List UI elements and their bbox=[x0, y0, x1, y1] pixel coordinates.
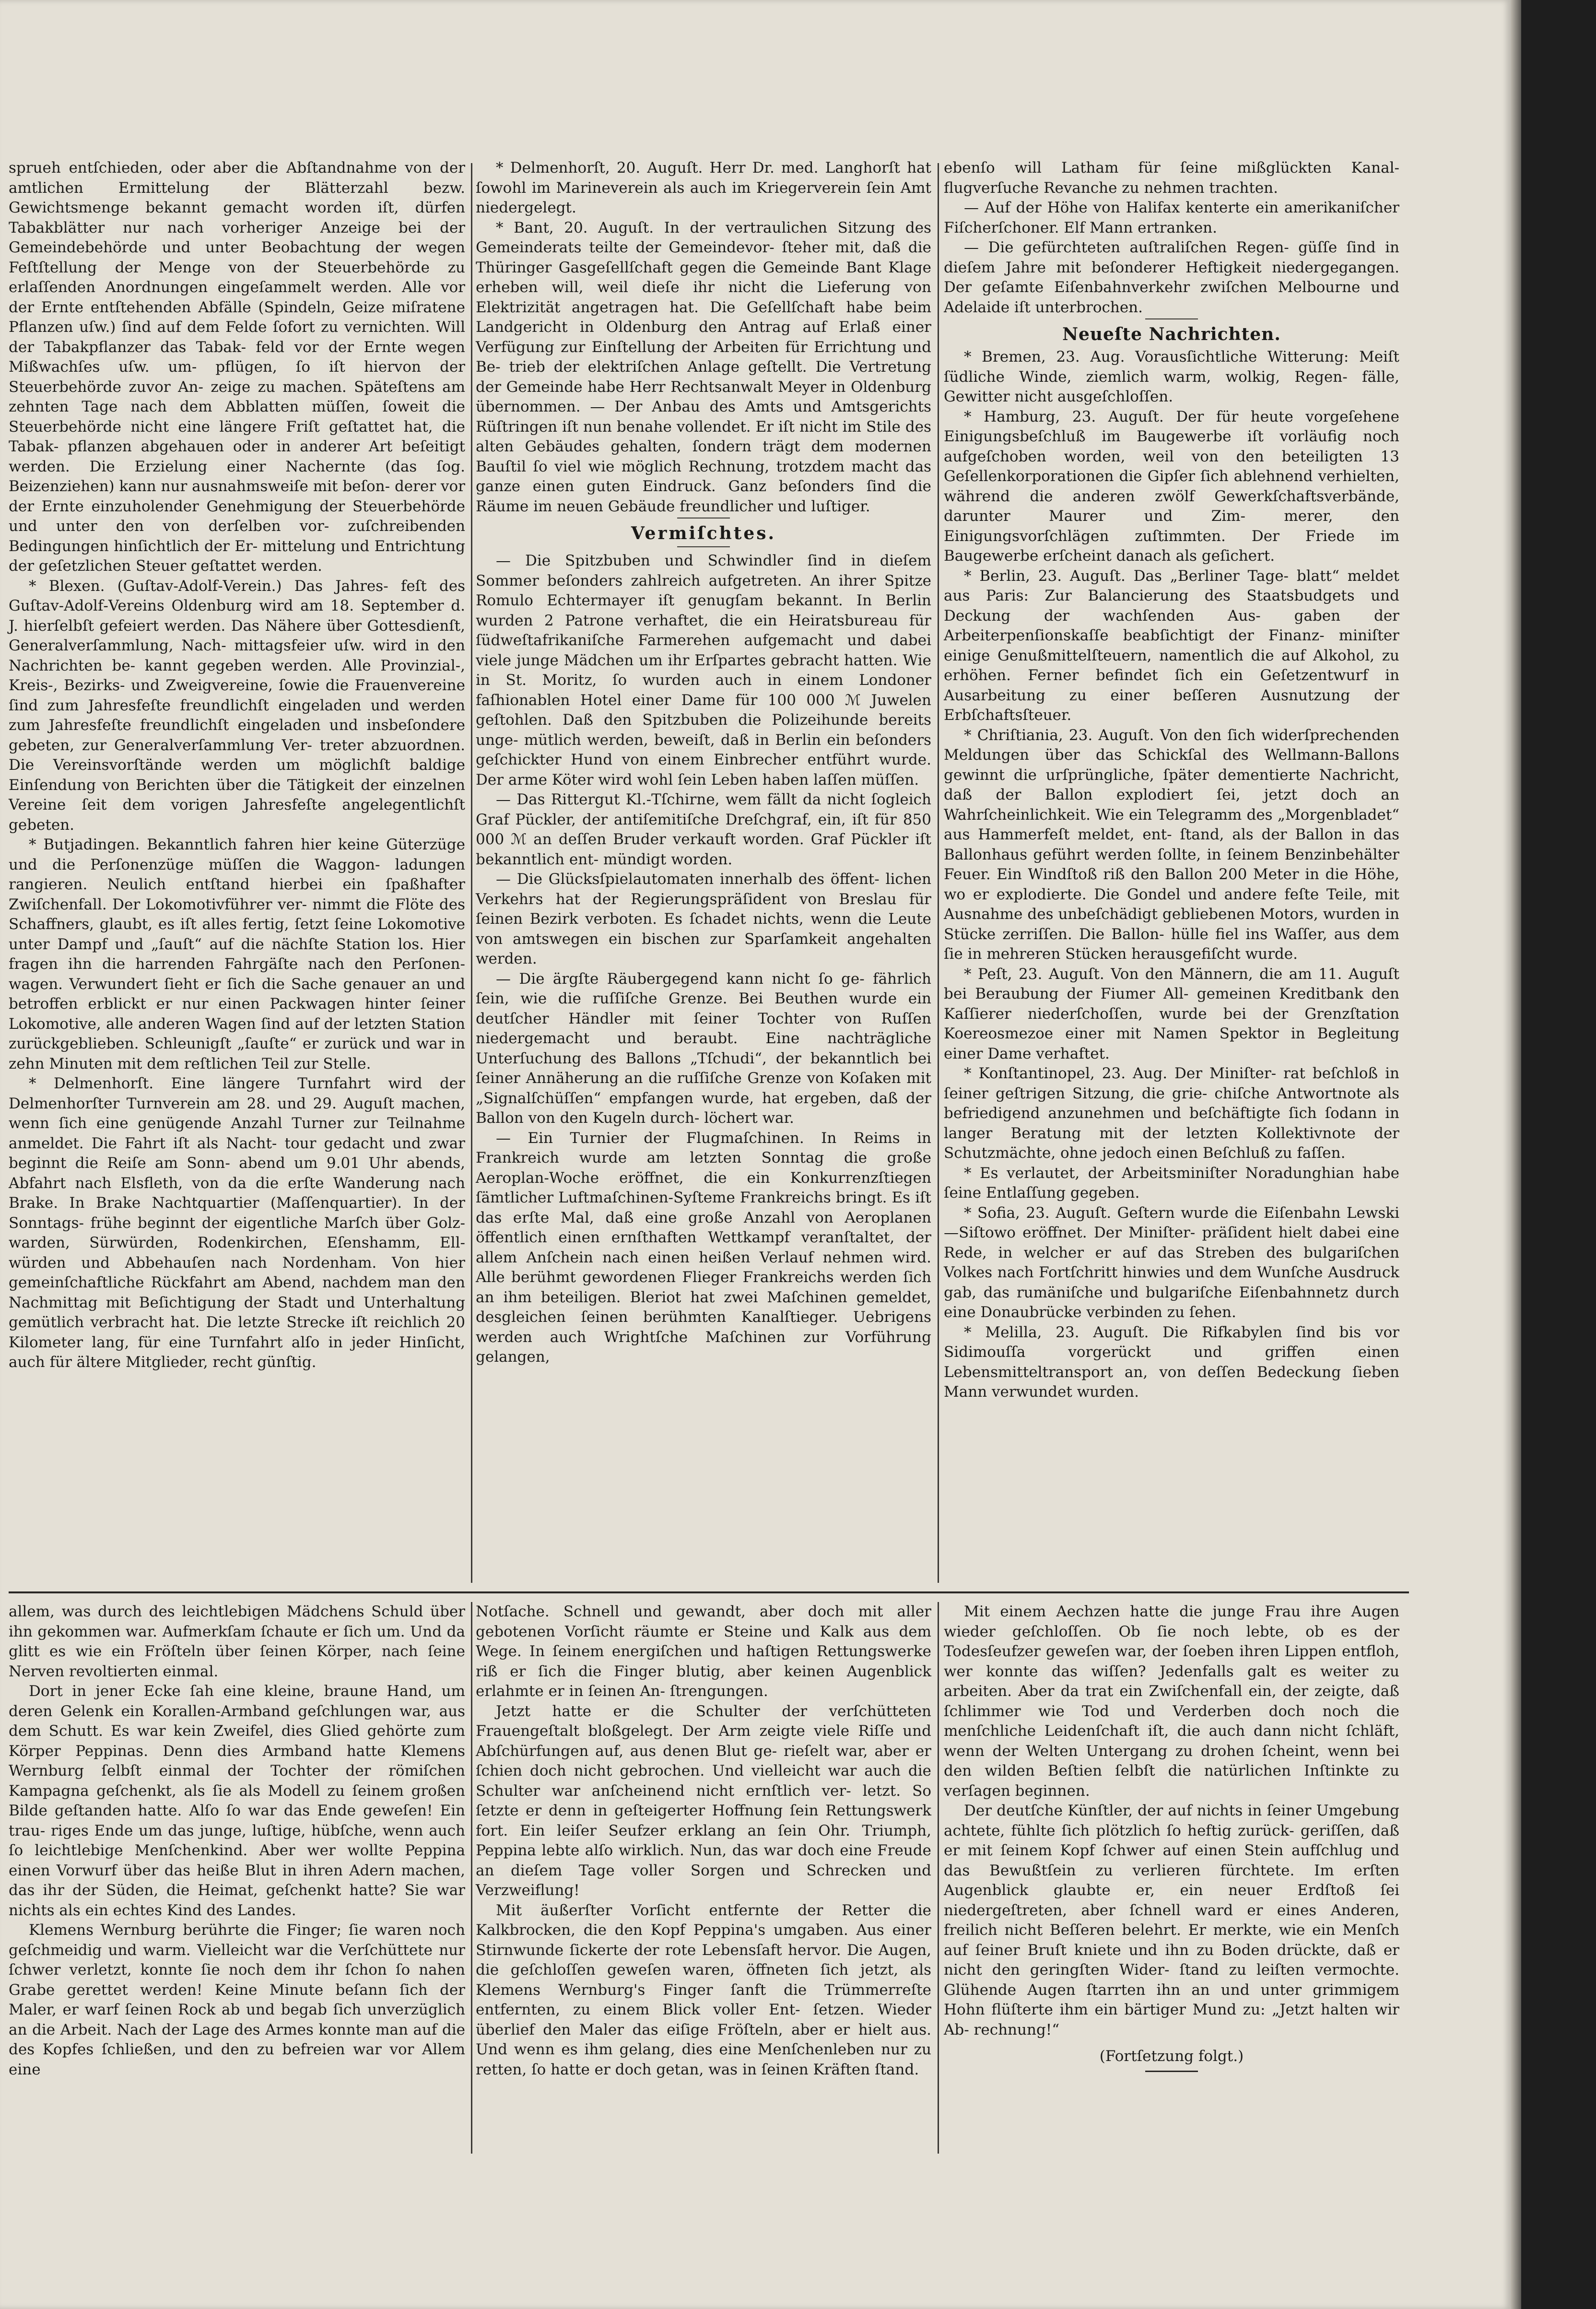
paragraph: — Ein Turnier der Flugmaſchinen. In Reims in Frankreich wurde am letzten Sonntag die große Aeroplan‑Woche eröffnet, die ein Konkurrenzſtiegen ſämtlicher Luftmaſchinen‑Syſteme Frankreichs bringt. Es iſt das erſte Mal, daß eine große Anzahl von Aeroplanen öffentlich einen ernſthaften Wettkampf veranſtaltet, der allem Anſchein nach einen heißen Verlauf nehmen wird. Alle berühmt gewordenen Flieger Frankreichs werden ſich an ihm beteiligen. Bleriot hat zwei Maſchinen gemeldet, desgleichen ſeinen berühmten Kanalſtieger. Uebrigens werden auch Wrightſche Maſchinen zur Vorführung gelangen, bbox=[476, 1129, 931, 1366]
paragraph: sprueh entſchieden, oder aber die Abſtandnahme von der amtlichen Ermittelung der Blätterzahl bezw. Gewichtsmenge bekannt gemacht worden iſt, dürfen Tabakblätter nur nach vorheriger Anzeige bei der Gemeindebehörde und unter Beobachtung der wegen Feſtſtellung der Menge von der Steuerbehörde zu erlaſſenden Anordnungen eingeſammelt werden. Alle vor der Ernte entſtehenden Abfälle (Spindeln, Geize miſratene Pflanzen uſw.) ſind auf dem Felde ſofort zu vernichten. Will der Tabakpflanzer das Tabak‑ feld vor der Ernte wegen Mißwachſes uſw. um‑ pflügen, ſo iſt hiervon der Steuerbehörde zuvor An‑ zeige zu machen. Späteſtens am zehnten Tage nach dem Abblatten müſſen, ſoweit die Steuerbehörde nicht eine längere Friſt geſtattet hat, die Tabak‑ pflanzen abgehauen oder in anderer Art beſeitigt werden. Die Erzielung einer Nachernte (das ſog. Beizenziehen) kann nur ausnahmsweiſe mit beſon‑ derer vor der Ernte einzuholender Genehmigung der Steuerbehörde und unter den von derſelben vor‑ zuſchreibenden Bedingungen hinſichtlich der Er‑ mittelung und Entrichtung der geſetzlichen Steuer geſtattet werden. bbox=[9, 159, 465, 575]
paragraph: * Bant, 20. Auguſt. In der vertraulichen Sitzung des Gemeinderats teilte der Gemeindevor‑ ſteher mit, daß die Thüringer Gasgeſellſchaft gegen die Gemeinde Bant Klage erheben will, weil dieſe ihr nicht die Lieferung von Elektrizität angetragen hat. Die Geſellſchaft habe beim Landgericht in Oldenburg den Antrag auf Erlaß einer Verfügung zur Einſtellung der Arbeiten für Errichtung und Be‑ trieb der elektriſchen Anlage geſtellt. Die Vertretung der Gemeinde habe Herr Rechtsanwalt Meyer in Oldenburg übernommen. — Der Anbau des Amts und Amtsgerichts Rüſtringen iſt nun benahe vollendet. Er iſt nicht im Stile des alten Gebäudes gehalten, ſondern trägt dem modernen Bauſtil ſo viel wie möglich Rechnung, trotzdem macht das ganze einen guten Eindruck. Ganz beſonders ſind die Räume im neuen Gebäude freundlicher und luſtiger. bbox=[476, 219, 931, 515]
section-rule bbox=[1145, 318, 1198, 319]
paragraph: — Auf der Höhe von Halifax kenterte ein amerikaniſcher Fiſcherſchoner. Elf Mann ertranken. bbox=[944, 199, 1399, 236]
paragraph: Notſache. Schnell und gewandt, aber doch mit aller gebotenen Vorſicht räumte er Steine und Kalk aus dem Wege. In ſeinem energiſchen und haſtigen Rettungswerke riß er ſich die Finger blutig, aber keinen Augenblick erlahmte er in ſeinen An‑ ſtrengungen. bbox=[476, 1603, 931, 1700]
paragraph: Mit äußerſter Vorſicht entfernte der Retter die Kalkbrocken, die den Kopf Peppina's umgaben. Aus einer Stirnwunde ſickerte der rote Lebensſaft hervor. Die Augen, die geſchloſſen geweſen waren, öffneten ſich jetzt, als Klemens Wernburg's Finger ſanft die Trümmerreſte entfernten, zu einem Blick voller Ent‑ ſetzen. Wieder überlief den Maler das eiſige Fröſteln, aber er hielt aus. Und wenn es ihm gelang, dies eine Menſchenleben nur zu retten, ſo hatte er doch getan, was in ſeinen Kräften ſtand. bbox=[476, 1901, 931, 2078]
paragraph: Dort in jener Ecke ſah eine kleine, braune Hand, um deren Gelenk ein Korallen‑Armband geſchlungen war, aus dem Schutt. Es war kein Zweifel, dies Glied gehörte zum Körper Peppinas. Denn dies Armband hatte Klemens Wernburg ſelbſt einmal der Tochter der römiſchen Kampagna geſchenkt, als ſie als Modell zu ſeinem großen Bilde geſtanden hatte. Alſo ſo war das Ende geweſen! Ein trau‑ riges Ende um das junge, luſtige, hübſche, wenn auch ſo leichtlebige Menſchenkind. Aber wer wollte Peppina einen Vorwurf über das heiße Blut in ihren Adern machen, das ihr der Süden, die Heimat, geſchenkt hatte? Sie war nichts als ein echtes Kind des Landes. bbox=[9, 1683, 465, 1919]
top-column-1 bbox=[9, 158, 465, 1373]
paragraph: * Bremen, 23. Aug. Vorausſichtliche Witterung: Meiſt ſüdliche Winde, ziemlich warm, wolkig, Regen‑ fälle, Gewitter nicht ausgeſchloſſen. bbox=[944, 348, 1399, 405]
top-column-3 bbox=[944, 158, 1399, 1402]
continuation-note: (Fortſetzung folgt.) bbox=[1099, 2048, 1244, 2065]
paragraph: Jetzt hatte er die Schulter der verſchütteten Frauengeſtalt bloßgelegt. Der Arm zeigte viele Riſſe und Abſchürfungen auf, aus denen Blut ge‑ rieſelt war, aber er ſchien doch nicht gebrochen. Und vielleicht war auch die Schulter war anſcheinend nicht ernſtlich ver‑ letzt. So ſetzte er denn in geſteigerter Hoffnung ſein Rettungswerk fort. Ein leiſer Seufzer erklang an ſein Ohr. Triumph, Peppina lebte alſo wirklich. Nun, das war doch eine Freude an dieſem Tage voller Sorgen und Schrecken und Verzweiflung! bbox=[476, 1702, 931, 1899]
paragraph: Mit einem Aechzen hatte die junge Frau ihre Augen wieder geſchloſſen. Ob ſie noch lebte, ob es der Todesſeufzer geweſen war, der ſoeben ihren Lippen entfloh, wer konnte das wiſſen? Jedenfalls galt es weiter zu arbeiten. Aber da trat ein Zwiſchenfall ein, der zeigte, daß ſchlimmer wie Tod und Verderben doch noch die menſchliche Leidenſchaft iſt, die auch dann nicht ſchläft, wenn der Welten Untergang zu drohen ſcheint, wenn bei den wilden Beſtien ſelbſt die natürlichen Inſtinkte zu verſagen beginnen. bbox=[944, 1603, 1399, 1800]
paragraph: Klemens Wernburg berührte die Finger; ſie waren noch geſchmeidig und warm. Vielleicht war die Verſchüttete nur ſchwer verletzt, konnte ſie noch dem ihr ſchon ſo nahen Grabe gerettet werden! Keine Minute beſann ſich der Maler, er warf ſeinen Rock ab und begab ſich unverzüglich an die Arbeit. Nach der Lage des Armes konnte man auf die des Kopfes ſchließen, und den zu befreien war vor Allem eine bbox=[9, 1921, 465, 2078]
paragraph: * Blexen. (Guſtav‑Adolf‑Verein.) Das Jahres‑ feſt des Guſtav‑Adolf‑Vereins Oldenburg wird am 18. September d. J. hierſelbſt gefeiert werden. Das Nähere über Gottesdienſt, Generalverſammlung, Nach‑ mittagsfeier uſw. wird in den Nachrichten be‑ kannt gegeben werden. Alle Provinzial‑, Kreis‑, Bezirks‑ und Zweigvereine, ſowie die Frauenvereine ſind zum Jahresfeſte freundlichſt eingeladen und werden zum Jahresfeſte freundlichſt eingeladen und insbeſondere gebeten, zur Generalverſammlung Ver‑ treter abzuordnen. Die Vereinsvorſtände werden um möglichſt baldige Einſendung von Berichten über die Tätigkeit der einzelnen Vereine ſeit dem vorigen Jahresfeſte angelegentlichſt gebeten. bbox=[9, 577, 465, 834]
paragraph: allem, was durch des leichtlebigen Mädchens Schuld über ihn gekommen war. Aufmerkſam ſchaute er ſich um. Und da glitt es wie ein Fröſteln über ſeinen Körper, nach ſeine Nerven revoltierten einmal. bbox=[9, 1603, 465, 1680]
section-title: Neueſte Nachrichten. bbox=[1062, 324, 1281, 344]
paragraph: * Konſtantinopel, 23. Aug. Der Miniſter‑ rat beſchloß in ſeiner geſtrigen Sitzung, die grie‑ chiſche Antwortnote als befriedigend anzunehmen und beſchäftigte ſich ſodann in langer Beratung mit der letzten Kollektivnote der Schutzmächte, ohne jedoch einen Beſchluß zu faſſen. bbox=[944, 1065, 1399, 1162]
paragraph: * Butjadingen. Bekanntlich fahren hier keine Güterzüge und die Perſonenzüge müſſen die Waggon‑ ladungen rangieren. Neulich entſtand hierbei ein ſpaßhafter Zwiſchenfall. Der Lokomotivführer ver‑ nimmt die Flöte des Schaffners, glaubt, es iſt alles fertig, ſetzt ſeine Lokomotive unter Dampf und „ſauſt“ auf die nächſte Station los. Hier fragen ihn die harrenden Fahrgäſte nach den Perſonen‑ wagen. Verwundert ſieht er ſich die Sache genauer an und betroffen erblickt er nur einen Packwagen hinter ſeiner Lokomotive, alle anderen Wagen ſind auf der letzten Station zurückgeblieben. Schleunigſt „ſauſte“ er zurück und war in zehn Minuten mit dem reſtlichen Teil zur Stelle. bbox=[9, 836, 465, 1072]
feuilleton-column-3 bbox=[944, 1602, 1399, 2072]
section-rule bbox=[677, 546, 730, 547]
paragraph: Der deutſche Künſtler, der auf nichts in ſeiner Umgebung achtete, fühlte ſich plötzlich ſo heftig zurück‑ geriſſen, daß er mit ſeinem Kopf ſchwer auf einen Stein aufſchlug und das Bewußtſein zu verlieren fürchtete. Im erſten Augenblick glaubte er, ein neuer Erdſtoß ſei niedergeſtreten, aber ſchnell ward er eines Anderen, freilich nicht Beſſeren belehrt. Er merkte, wie ein Menſch auf ſeiner Bruſt kniete und ihn zu Boden drückte, daß er nicht den geringſten Wider‑ ſtand zu leiſten vermochte. Glühende Augen ſtarrten ihn an und unter grimmigem Hohn flüſterte ihm ein bärtiger Mund zu: „Jetzt halten wir Ab‑ rechnung!“ bbox=[944, 1802, 1399, 2038]
paragraph: — Die Spitzbuben und Schwindler ſind in dieſem Sommer beſonders zahlreich aufgetreten. An ihrer Spitze Romulo Echtermayer iſt genugſam bekannt. In Berlin wurden 2 Patrone verhaftet, die ein Heiratsbureau für ſüdweſtafrikaniſche Farmerehen aufgemacht und dabei viele junge Mädchen um ihr Erſpartes gebracht hatten. Wie in St. Moritz, ſo wurden auch in einem Londoner faſhionablen Hotel einer Dame für 100 000 ℳ Juwelen geſtohlen. Daß den Spitzbuben die Polizeihunde bereits unge‑ mütlich werden, beweiſt, daß in Berlin ein beſonders geſchickter Hund von einem Einbrecher entführt wurde. Der arme Köter wird wohl ſein Leben haben laſſen müſſen. bbox=[476, 552, 931, 789]
feuilleton-column-2 bbox=[476, 1602, 931, 2080]
paragraph: ebenſo will Latham für ſeine mißglückten Kanal‑ flugverſuche Revanche zu nehmen trachten. bbox=[944, 159, 1399, 197]
column-divider bbox=[938, 163, 939, 1583]
paragraph: — Die gefürchteten auſtraliſchen Regen‑ güſſe ſind in dieſem Jahre mit beſonderer Heftigkeit niedergegangen. Der geſamte Eiſenbahnverkehr zwiſchen Melbourne und Adelaide iſt unterbrochen. bbox=[944, 239, 1399, 316]
end-rule bbox=[1145, 2071, 1198, 2072]
column-divider bbox=[471, 1602, 472, 2154]
paragraph: — Die Glücksſpielautomaten innerhalb des öffent‑ lichen Verkehrs hat der Regierungspräſident von Breslau für ſeinen Bezirk verboten. Es ſchadet nichts, wenn die Leute von amtswegen ein bischen zur Sparſamkeit angehalten werden. bbox=[476, 871, 931, 967]
paragraph: — Das Rittergut Kl.‑Tſchirne, wem fällt da nicht ſogleich Graf Pückler, der antiſemitiſche Dreſchgraf, ein, iſt für 850 000 ℳ an deſſen Bruder verkauft worden. Graf Pückler iſt bekanntlich ent‑ mündigt worden. bbox=[476, 791, 931, 868]
paragraph: * Es verlautet, der Arbeitsminiſter Noradunghian habe ſeine Entlaſſung gegeben. bbox=[944, 1164, 1399, 1202]
column-divider bbox=[938, 1602, 939, 2154]
feuilleton-divider bbox=[9, 1591, 1409, 1593]
paragraph: * Hamburg, 23. Auguſt. Der für heute vorgeſehene Einigungsbeſchluß im Baugewerbe iſt vorläufig noch aufgeſchoben worden, weil von den beteiligten 13 Geſellenkorporationen die Gipſer ſich ablehnend verhielten, während die anderen zwölf Gewerkſchaftsverbände, darunter Maurer und Zim‑ merer, den Einigungsvorſchlägen zuſtimmten. Der Friede im Baugewerbe erſcheint danach als geſichert. bbox=[944, 408, 1399, 565]
paragraph: — Die ärgſte Räubergegend kann nicht ſo ge‑ fährlich ſein, wie die ruſſiſche Grenze. Bei Beuthen wurde ein deutſcher Händler mit ſeiner Tochter von Ruſſen niedergemacht und beraubt. Eine nachträgliche Unterſuchung des Ballons „Tſchudi“, der bekanntlich bei ſeiner Annäherung an die ruſſiſche Grenze von Koſaken mit „Signalſchüſſen“ empfangen wurde, hat ergeben, daß der Ballon von den Kugeln durch‑ löchert war. bbox=[476, 970, 931, 1127]
paragraph: * Chriſtiania, 23. Auguſt. Von den ſich widerſprechenden Meldungen über das Schickſal des Wellmann‑Ballons gewinnt die urſprüngliche, ſpäter dementierte Nachricht, daß der Ballon explodiert ſei, jetzt doch an Wahrſcheinlichkeit. Wie ein Telegramm des „Morgenbladet“ aus Hammerfeſt meldet, ent‑ ſtand, als der Ballon in das Ballonhaus geführt werden ſollte, in ſeinem Benzinbehälter Feuer. Ein Windſtoß riß den Ballon 200 Meter in die Höhe, wo er explodierte. Die Gondel und andere feſte Teile, mit Ausnahme des unbeſchädigt gebliebenen Motors, wurden in Stücke zerriſſen. Die Ballon‑ hülle fiel ins Waſſer, aus dem ſie in mehreren Stücken herausgefiſcht wurde. bbox=[944, 726, 1399, 963]
section-title: Vermiſchtes. bbox=[631, 523, 776, 543]
page-edge bbox=[1511, 0, 1521, 2309]
top-column-2 bbox=[476, 158, 931, 1367]
column-divider bbox=[471, 163, 472, 1583]
paragraph: * Melilla, 23. Auguſt. Die Rifkabylen ſind bis vor Sidimouſſa vorgerückt und griffen einen Lebensmitteltransport an, von deſſen Bedeckung ſieben Mann verwundet wurden. bbox=[944, 1323, 1399, 1401]
paragraph: * Sofia, 23. Auguſt. Geſtern wurde die Eiſenbahn Lewski—Siſtowo eröffnet. Der Miniſter‑ präſident hielt dabei eine Rede, in welcher er auf das Streben des bulgariſchen Volkes nach Fortſchritt hinwies und dem Wunſche Ausdruck gab, das rumäniſche und bulgariſche Eiſenbahnnetz durch eine Donaubrücke verbinden zu ſehen. bbox=[944, 1204, 1399, 1321]
paragraph: * Delmenhorſt, 20. Auguſt. Herr Dr. med. Langhorſt hat ſowohl im Marineverein als auch im Kriegerverein ſein Amt niedergelegt. bbox=[476, 159, 931, 216]
paragraph: * Peſt, 23. Auguſt. Von den Männern, die am 11. Auguſt bei Beraubung der Fiumer All‑ gemeinen Kreditbank den Kaſſierer niederſchoſſen, wurde bei der Grenzſtation Koereosmezoe einer mit Namen Spektor in Begleitung einer Dame verhaftet. bbox=[944, 965, 1399, 1062]
paragraph: * Delmenhorſt. Eine längere Turnfahrt wird der Delmenhorſter Turnverein am 28. und 29. Auguſt machen, wenn ſich eine genügende Anzahl Turner zur Teilnahme anmeldet. Die Fahrt iſt als Nacht‑ tour gedacht und zwar beginnt die Reiſe am Sonn‑ abend um 9.01 Uhr abends, Abfahrt nach Elsfleth, von da die erſte Wanderung nach Brake. In Brake Nachtquartier (Maſſenquartier). In der Sonntags‑ frühe beginnt der eigentliche Marſch über Golz‑ warden, Sürwürden, Rodenkirchen, Eſenshamm, Ell‑ würden und Abbehauſen nach Nordenham. Von hier gemeinſchaftliche Rückfahrt am Abend, nachdem man den Nachmittag mit Beſichtigung der Stadt und Unterhaltung gemütlich verbracht hat. Die letzte Strecke iſt reichlich 20 Kilometer lang, für eine Turnfahrt alſo in jeder Hinſicht, auch für ältere Mitglieder, recht günſtig. bbox=[9, 1075, 465, 1371]
feuilleton-column-1 bbox=[9, 1602, 465, 2080]
paragraph: * Berlin, 23. Auguſt. Das „Berliner Tage‑ blatt“ meldet aus Paris: Zur Balancierung des Staatsbudgets und Deckung der wachſenden Aus‑ gaben der Arbeiterpenſionskaſſe beabſichtigt der Finanz‑ miniſter einige Genußmittelſteuern, namentlich die auf Alkohol, zu erhöhen. Ferner befindet ſich ein Geſetzentwurf in Ausarbeitung zu einer beſſeren Ausnutzung der Erbſchaftsſteuer. bbox=[944, 567, 1399, 724]
